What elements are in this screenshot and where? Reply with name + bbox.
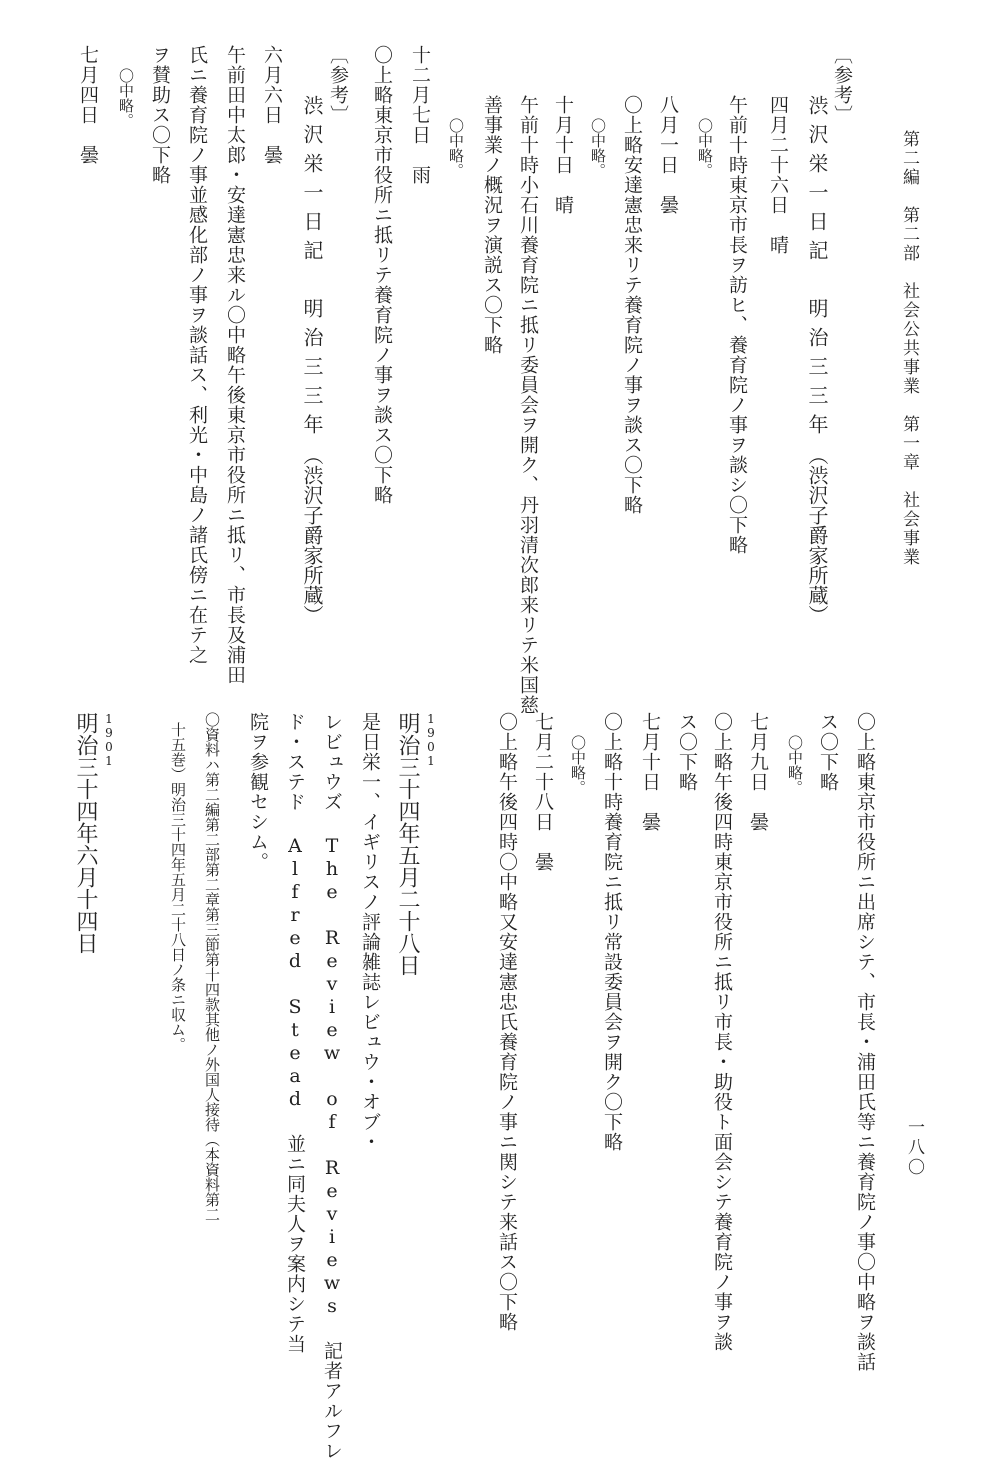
omission-note: 〇中略。 (117, 68, 135, 128)
source-reference: 〇資料ハ第二編第二部第二章第三節第十四款其他ノ外国人接待（本資料第二 (203, 712, 221, 1222)
diary-entry: 午前十時小石川養育院ニ抵リ委員会ヲ開ク、丹羽清次郎来リテ米国慈 (517, 95, 539, 715)
diary-entry: 善事業ノ概況ヲ演説ス〇下略 (481, 95, 503, 355)
diary-date: 七月九日 曇 (747, 712, 769, 832)
narrative-text: 院ヲ参観セシム。 (247, 712, 269, 872)
narrative-text: ド・ステド Alfred Stead 並ニ同夫人ヲ案内シテ当 (284, 712, 306, 1354)
entry-date-heading: 明治三十四年六月十四日 (73, 712, 98, 954)
diary-entry: ス〇下略 (676, 712, 698, 792)
source-reference: 十五巻）明治三十四年五月二十八日ノ条ニ収ム。 (169, 722, 187, 1052)
reference-marker: 〔参考〕 (831, 45, 853, 125)
diary-date: 六月六日 曇 (261, 45, 283, 165)
diary-title: 渋沢栄一日記 明治三三年 (300, 95, 324, 443)
narrative-text: 是日栄一、イギリスノ評論雑誌レビュウ・オブ・ (359, 712, 381, 1152)
diary-entry: 午前十時東京市長ヲ訪ヒ、養育院ノ事ヲ談シ〇下略 (726, 95, 748, 555)
diary-entry: 〇上略東京市役所ニ出席シテ、市長・浦田氏等ニ養育院ノ事〇中略ヲ談話 (854, 712, 876, 1372)
year-label: 1901 (102, 712, 116, 768)
running-title: 第二編 第二部 社会公共事業 第一章 社会事業 (899, 130, 919, 567)
diary-date: 八月一日 曇 (657, 95, 679, 215)
diary-entry: ヲ賛助ス〇下略 (149, 45, 171, 185)
page-number: 一八〇 (904, 1118, 924, 1178)
diary-date: 十月十日 晴 (552, 95, 574, 215)
diary-date: 七月十日 曇 (639, 712, 661, 832)
narrative-text: レビュウズ The Review of Reviews 記者アルフレ (321, 712, 343, 1461)
diary-date: 七月二十八日 曇 (532, 712, 554, 872)
omission-note: 〇中略。 (589, 118, 607, 178)
omission-note: 〇中略。 (447, 118, 465, 178)
source-note: （渋沢子爵家所蔵） (805, 445, 829, 625)
diary-entry: 〇上略午後四時〇中略又安達憲忠氏養育院ノ事ニ関シテ来話ス〇下略 (496, 712, 518, 1332)
reference-marker: 〔参考〕 (327, 45, 349, 125)
diary-date: 四月二十六日 晴 (767, 95, 789, 255)
omission-note: 〇中略。 (569, 735, 587, 795)
diary-title: 渋沢栄一日記 明治三三年 (805, 95, 829, 443)
diary-date: 七月四日 曇 (77, 45, 99, 165)
diary-date: 十二月七日 雨 (409, 45, 431, 185)
diary-entry: 〇上略十時養育院ニ抵リ常設委員会ヲ開ク〇下略 (601, 712, 623, 1152)
diary-entry: 氏ニ養育院ノ事並感化部ノ事ヲ談話ス、利光・中島ノ諸氏傍ニ在テ之 (186, 45, 208, 665)
diary-entry: 〇上略安達憲忠来リテ養育院ノ事ヲ談ス〇下略 (621, 95, 643, 515)
diary-entry: ス〇下略 (817, 712, 839, 792)
diary-entry: 午前田中太郎・安達憲忠来ル〇中略午後東京市役所ニ抵リ、市長及浦田 (224, 45, 246, 685)
source-note: （渋沢子爵家所蔵） (300, 445, 324, 625)
entry-date-heading: 明治三十四年五月二十八日 (395, 712, 420, 976)
omission-note: 〇中略。 (786, 735, 804, 795)
year-label: 1901 (424, 712, 438, 768)
diary-entry: 〇上略東京市役所ニ抵リテ養育院ノ事ヲ談ス〇下略 (371, 45, 393, 505)
omission-note: 〇中略。 (696, 118, 714, 178)
diary-entry: 〇上略午後四時東京市役所ニ抵リ市長・助役ト面会シテ養育院ノ事ヲ談 (711, 712, 733, 1352)
